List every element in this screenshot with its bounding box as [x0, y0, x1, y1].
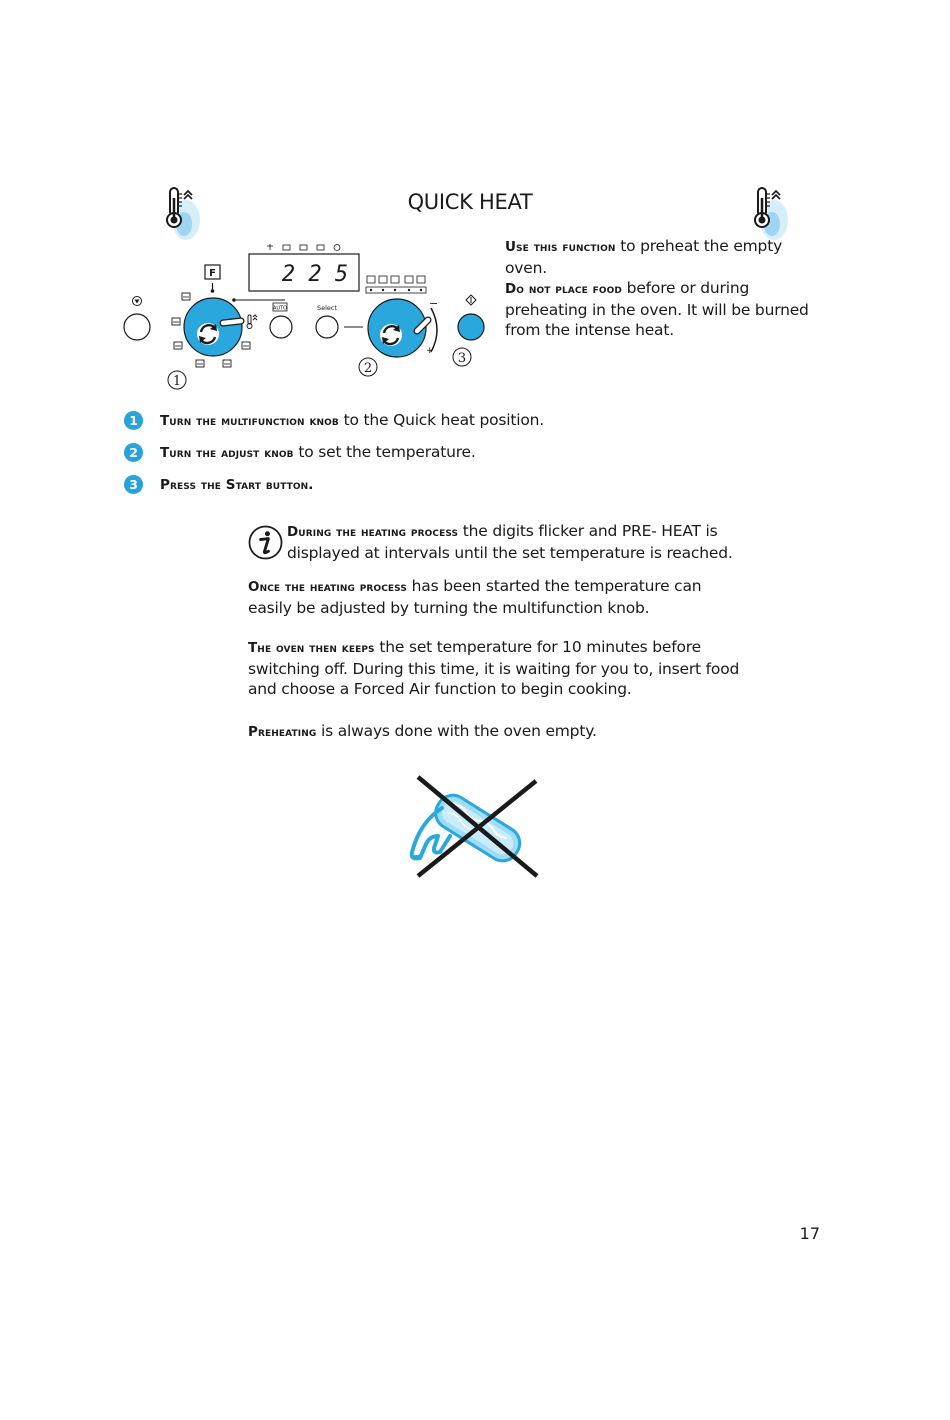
paragraph-lead: Once the heating process: [248, 579, 407, 595]
page-title: QUICK HEAT: [407, 190, 533, 214]
paragraph-text: has been started the temperature can easily be adjusted by turning the multifunction knob.: [248, 577, 702, 617]
select-button[interactable]: [316, 316, 338, 338]
paragraph-text: is always done with the oven empty.: [316, 722, 597, 740]
control-panel-diagram: [115, 236, 495, 396]
step-number: 2: [124, 443, 143, 462]
paragraph: [248, 637, 748, 700]
step-text: to set the temperature.: [293, 443, 476, 461]
step-lead: Press the Start button.: [160, 477, 314, 493]
step-item: [124, 410, 724, 442]
paragraph: [248, 576, 748, 618]
stop-button[interactable]: [124, 314, 150, 340]
start-button[interactable]: [458, 314, 484, 340]
plus-label: +: [426, 346, 434, 356]
note-text: the digits flicker and PRE- HEAT is displayed at intervals until the set temperature is reached.: [287, 522, 733, 562]
minus-label: −: [429, 297, 439, 310]
step-lead: Turn the adjust knob: [160, 445, 294, 461]
step-item: [124, 442, 724, 474]
auto-button[interactable]: [270, 316, 292, 338]
select-label: Select: [316, 304, 338, 312]
paragraph-lead: The oven then keeps: [248, 640, 375, 656]
step-lead: Turn the multifunction knob: [160, 413, 339, 429]
step-number: 1: [124, 411, 143, 430]
thermometer-quick-heat-icon: [748, 184, 798, 242]
callout-1: 1: [172, 374, 182, 389]
adjust-knob[interactable]: [368, 299, 428, 357]
page-number: 17: [799, 1224, 820, 1243]
step-number: 3: [124, 475, 143, 494]
intro-text-1: to preheat the empty oven.: [505, 237, 783, 277]
multifunction-knob[interactable]: [184, 298, 242, 356]
step-item: [124, 474, 724, 506]
callout-2: 2: [363, 361, 373, 376]
steps-list: [124, 410, 724, 506]
note-lead: During the heating process: [287, 524, 459, 540]
callout-3: 3: [457, 351, 467, 366]
start-icon: [466, 295, 476, 305]
paragraph: [248, 721, 748, 743]
no-food-in-oven-icon: [404, 772, 544, 882]
thermometer-quick-heat-icon: [160, 184, 210, 242]
stop-icon: [133, 297, 142, 306]
intro-lead-2: Do not place food: [505, 281, 622, 297]
auto-label: AUTO: [272, 305, 288, 312]
paragraph-text: the set temperature for 10 minutes before switching off. During this time, it is waiting for you to, insert food and choose a Forced Air function to begin cooking.: [248, 638, 740, 698]
intro-lead-1: Use this function: [505, 239, 616, 255]
display-value: 2 2 5: [281, 262, 349, 287]
step-text: to the Quick heat position.: [338, 411, 545, 429]
paragraph-lead: Preheating: [248, 724, 317, 740]
intro-text-2: before or during preheating in the oven. It will be burned from the intense heat.: [505, 279, 809, 339]
intro-text: [505, 236, 825, 341]
function-f-label: F: [209, 268, 216, 279]
info-icon: [248, 525, 283, 560]
